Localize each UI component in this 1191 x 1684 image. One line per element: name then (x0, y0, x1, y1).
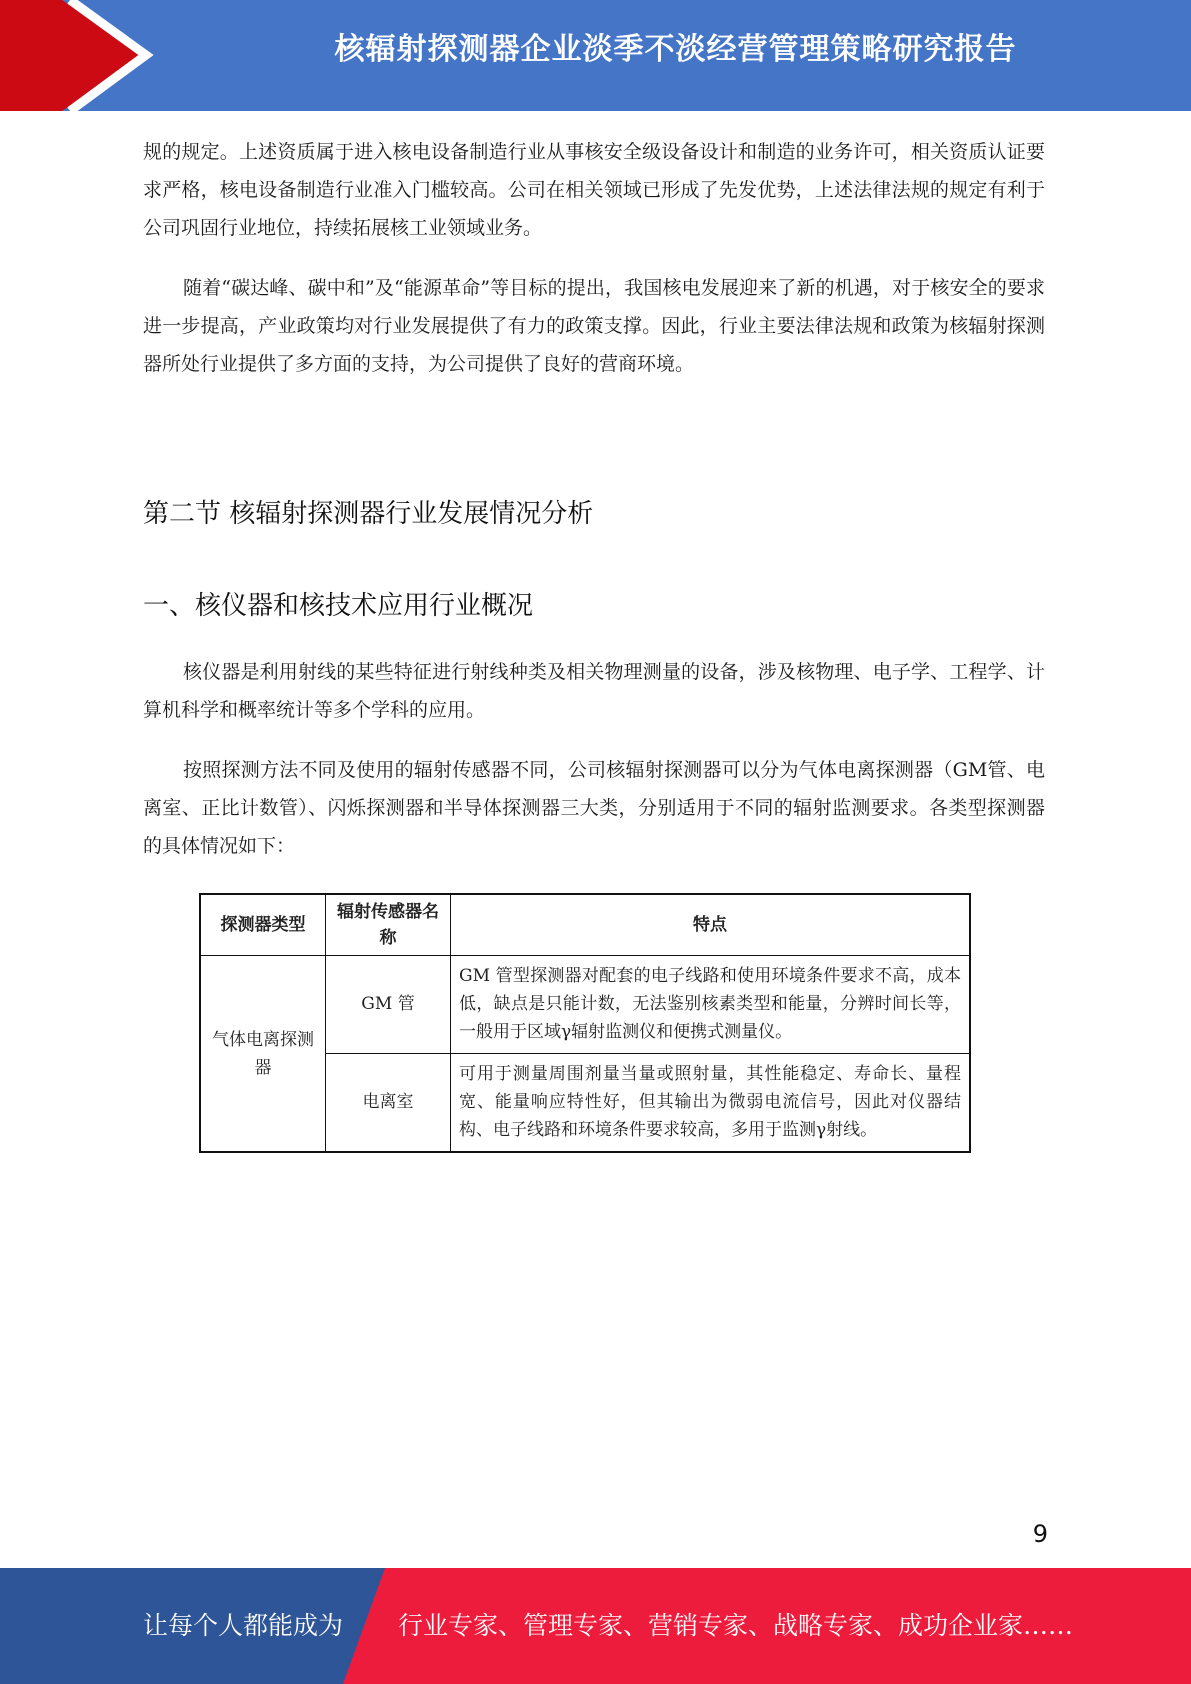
table-feature-cell: GM 管型探测器对配套的电子线路和使用环境条件要求不高，成本低，缺点是只能计数，无法鉴别核素类型和能量，分辨时间长等，一般用于区域γ辐射监测仪和便携式测量仪。 (451, 956, 971, 1054)
paragraph: 核仪器是利用射线的某些特征进行射线种类及相关物理测量的设备，涉及核物理、电子学、工程学、计算机科学和概率统计等多个学科的应用。 (143, 661, 1045, 721)
top-text-block (143, 133, 1045, 383)
detector-types-table (199, 893, 971, 1153)
section-heading: 第二节 核辐射探测器行业发展情况分析 (143, 499, 594, 529)
footer-slogan-left: 让每个人都能成为 (143, 1611, 344, 1640)
sub-heading: 一、核仪器和核技术应用行业概况 (143, 591, 534, 621)
paragraph: 随着“碳达峰、碳中和”及“能源革命”等目标的提出，我国核电发展迎来了新的机遇，对于核安全的要求进一步提高，产业政策均对行业发展提供了有力的政策支撑。因此，行业主要法律法规和政策为核辐射探测器所处行业提供了多方面的支持，为公司提供了良好的营商环境。 (143, 277, 1045, 375)
paragraph: 规的规定。上述资质属于进入核电设备制造行业从事核安全级设备设计和制造的业务许可，相关资质认证要求严格，核电设备制造行业准入门槛较高。公司在相关领域已形成了先发优势，上述法律法规的规定有利于公司巩固行业地位，持续拓展核工业领域业务。 (143, 141, 1045, 239)
page-footer (0, 1568, 1191, 1684)
table-header-cell: 辐射传感器名称 (326, 894, 451, 956)
table-header-row (200, 894, 970, 956)
header-red-chevron (0, 0, 146, 111)
table-feature-cell: 可用于测量周围剂量当量或照射量，其性能稳定、寿命长、量程宽、能量响应特性好，但其输出为微弱电流信号，因此对仪器结构、电子线路和环境条件要求较高，多用于监测γ射线。 (451, 1053, 971, 1152)
mid-text-block (143, 653, 1045, 865)
page-number: 9 (1032, 1520, 1048, 1548)
header-title: 核辐射探测器企业淡季不淡经营管理策略研究报告 (334, 32, 1017, 67)
table-row (200, 956, 970, 1054)
paragraph: 按照探测方法不同及使用的辐射传感器不同，公司核辐射探测器可以分为气体电离探测器（GM管、电离室、正比计数管）、闪烁探测器和半导体探测器三大类，分别适用于不同的辐射监测要求。各类型探测器的具体情况如下： (143, 759, 1045, 857)
table-sensor-cell: 电离室 (326, 1053, 451, 1152)
table-header-cell: 探测器类型 (200, 894, 326, 956)
footer-slogan-right: 行业专家、管理专家、营销专家、战略专家、成功企业家…… (398, 1611, 1074, 1640)
table-group-cell: 气体电离探测器 (200, 956, 326, 1153)
table-sensor-cell: GM 管 (326, 956, 451, 1054)
table-header-cell: 特点 (451, 894, 971, 956)
page-header (0, 0, 1191, 111)
